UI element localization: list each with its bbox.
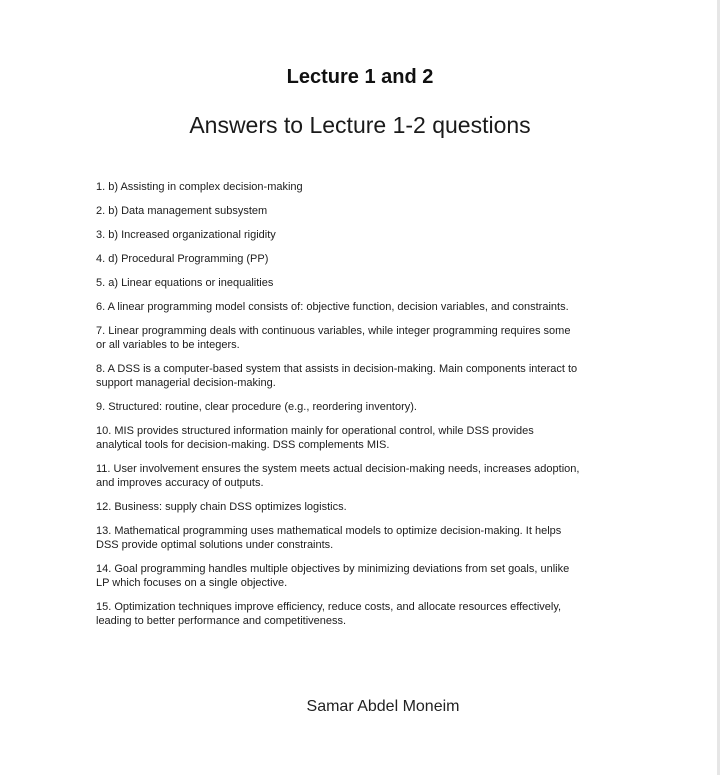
answer-item	[96, 228, 636, 242]
answer-line: leading to better performance and competitiveness.	[96, 615, 347, 627]
answer-line: 4. d) Procedural Programming (PP)	[96, 253, 269, 265]
answer-item	[96, 500, 636, 514]
answer-line: 8. A DSS is a computer-based system that assists in decision-making. Main components interact to	[96, 363, 578, 375]
answer-item	[96, 462, 636, 490]
answer-item	[96, 252, 636, 266]
answer-line: 15. Optimization techniques improve efficiency, reduce costs, and allocate resources effectively,	[96, 601, 562, 613]
answer-line: and improves accuracy of outputs.	[96, 477, 264, 489]
answer-line: 7. Linear programming deals with continuous variables, while integer programming requires some	[96, 325, 571, 337]
answer-item	[96, 204, 636, 218]
answer-line: 3. b) Increased organizational rigidity	[96, 229, 276, 241]
answer-item	[96, 424, 636, 452]
answer-item	[96, 362, 636, 390]
answer-line: DSS provide optimal solutions under constraints.	[96, 539, 334, 551]
answer-line: 13. Mathematical programming uses mathematical models to optimize decision-making. It helps	[96, 525, 562, 537]
author-signature: Samar Abdel Moneim	[306, 698, 460, 715]
answer-line: 12. Business: supply chain DSS optimizes logistics.	[96, 501, 347, 513]
answer-line: 2. b) Data management subsystem	[96, 205, 268, 217]
document-subtitle: Answers to Lecture 1-2 questions	[189, 112, 531, 138]
answer-item	[96, 400, 636, 414]
answer-line: or all variables to be integers.	[96, 339, 240, 351]
answer-line: 10. MIS provides structured information mainly for operational control, while DSS provides	[96, 425, 534, 437]
answer-line: 14. Goal programming handles multiple objectives by minimizing deviations from set goals, unlike	[96, 563, 570, 575]
answer-line: 5. a) Linear equations or inequalities	[96, 277, 274, 289]
answer-item	[96, 180, 636, 194]
answer-line: LP which focuses on a single objective.	[96, 577, 288, 589]
answer-item	[96, 276, 636, 290]
answer-item	[96, 324, 636, 352]
answer-line: 11. User involvement ensures the system meets actual decision-making needs, increases adoption,	[96, 463, 580, 475]
answer-item	[96, 562, 636, 590]
answers-list	[96, 180, 636, 638]
answer-item	[96, 600, 636, 628]
answer-item	[96, 524, 636, 552]
document-title: Lecture 1 and 2	[286, 66, 434, 88]
answer-line: analytical tools for decision-making. DSS complements MIS.	[96, 439, 390, 451]
answer-line: 6. A linear programming model consists of: objective function, decision variables, and constraints.	[96, 301, 569, 313]
answer-line: 1. b) Assisting in complex decision-making	[96, 181, 303, 193]
answer-item	[96, 300, 636, 314]
answer-line: support managerial decision-making.	[96, 377, 276, 389]
answer-line: 9. Structured: routine, clear procedure (e.g., reordering inventory).	[96, 401, 417, 413]
